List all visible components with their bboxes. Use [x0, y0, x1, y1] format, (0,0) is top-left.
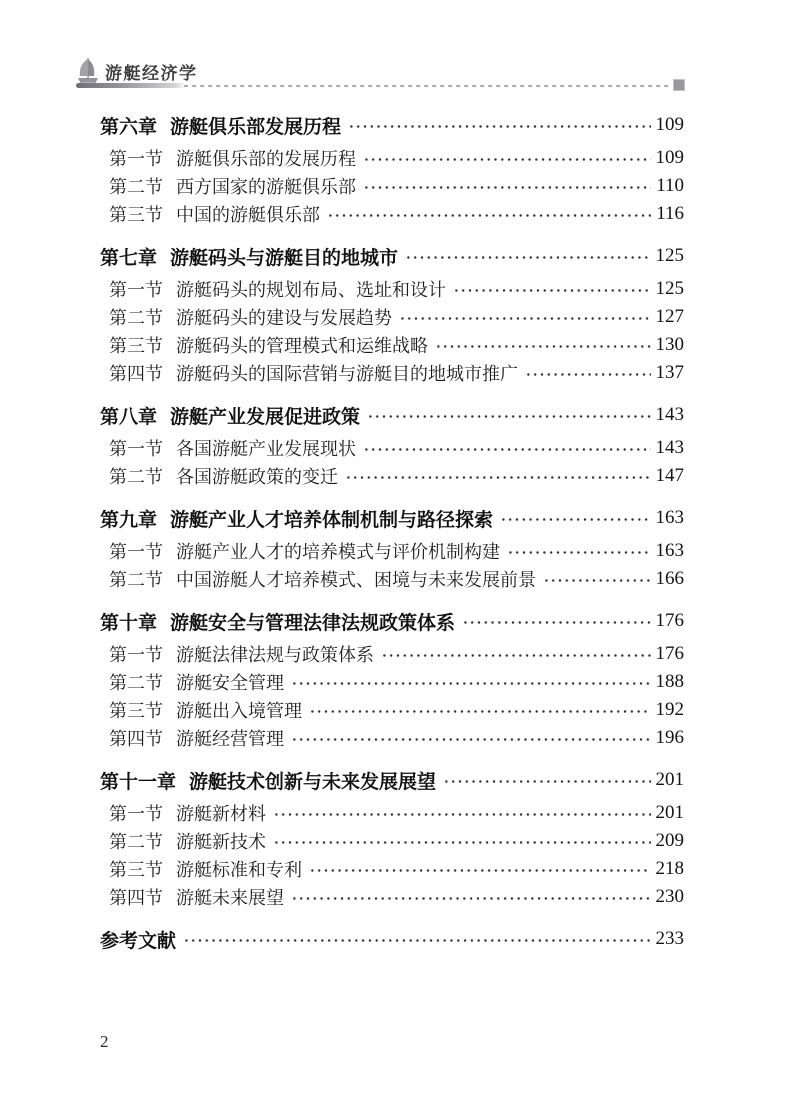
toc-section-row: [100, 724, 684, 752]
page-ref: 176: [655, 610, 684, 631]
page-ref: 163: [655, 507, 684, 528]
section-number: 第二节: [109, 177, 163, 197]
page-ref: 125: [655, 245, 684, 266]
page-ref: 233: [655, 928, 684, 949]
dot-leader: [291, 668, 651, 696]
dot-leader: [273, 827, 651, 855]
chapter-title: 游艇俱乐部发展历程: [170, 116, 342, 138]
chapter-number: 第六章: [100, 116, 158, 138]
section-number: 第二节: [109, 467, 163, 487]
section-title: 各国游艇产业发展现状: [176, 439, 356, 459]
section-title: 游艇码头的国际营销与游艇目的地城市推广: [176, 364, 518, 384]
dot-leader: [345, 462, 651, 490]
dot-leader: [363, 144, 651, 172]
page-ref: 201: [655, 769, 684, 790]
page-ref: 109: [655, 114, 684, 135]
section-number: 第四节: [109, 729, 163, 749]
page-ref: 196: [655, 727, 684, 748]
page-ref: 130: [655, 334, 684, 355]
section-title: 游艇出入境管理: [176, 701, 302, 721]
chapter-number: 第十章: [100, 612, 158, 634]
dot-leader: [348, 110, 650, 140]
section-title: 游艇码头的建设与发展趋势: [176, 308, 392, 328]
toc-section-row: [100, 434, 684, 462]
section-number: 第三节: [109, 336, 163, 356]
page-ref: 192: [655, 699, 684, 720]
page-ref: 125: [655, 278, 684, 299]
toc-section-row: [100, 640, 684, 668]
dot-leader: [453, 275, 651, 303]
section-number: 第一节: [109, 542, 163, 562]
section-number: 第二节: [109, 570, 163, 590]
page-ref: 230: [655, 886, 684, 907]
section-title: 游艇未来展望: [176, 888, 284, 908]
section-number: 第二节: [109, 832, 163, 852]
section-number: 第一节: [109, 280, 163, 300]
dot-leader: [363, 434, 651, 462]
toc-chapter-row: [100, 241, 684, 271]
page-ref: 188: [655, 671, 684, 692]
page-ref: 143: [655, 437, 684, 458]
section-number: 第二节: [109, 308, 163, 328]
page-ref: 147: [655, 465, 684, 486]
toc-section-row: [100, 855, 684, 883]
section-number: 第三节: [109, 860, 163, 880]
page-ref: 143: [655, 404, 684, 425]
dot-leader: [399, 303, 651, 331]
chapter-title: 游艇技术创新与未来发展展望: [189, 771, 437, 793]
dot-leader: [462, 606, 650, 636]
dot-leader: [443, 765, 650, 795]
section-title: 游艇新材料: [176, 804, 266, 824]
chapter-title: 游艇产业人才培养体制机制与路径探索: [170, 509, 494, 531]
chapter-number: 第十一章: [100, 771, 177, 793]
toc-section-row: [100, 144, 684, 172]
dot-leader: [500, 503, 650, 533]
page-ref: 176: [655, 643, 684, 664]
toc-section-row: [100, 172, 684, 200]
page-ref: 209: [655, 830, 684, 851]
page-ref: 137: [655, 362, 684, 383]
dot-leader: [507, 537, 651, 565]
chapter-number: 第七章: [100, 247, 158, 269]
dot-leader: [309, 855, 651, 883]
dot-leader: [183, 924, 650, 954]
toc-section-row: [100, 359, 684, 387]
chapter-number: 第八章: [100, 406, 158, 428]
section-title: 游艇法律法规与政策体系: [176, 645, 374, 665]
section-title: 游艇新技术: [176, 832, 266, 852]
header-underline-bar: [76, 83, 186, 88]
dot-leader: [435, 331, 651, 359]
page-ref: 201: [655, 802, 684, 823]
toc-chapter-row: [100, 110, 684, 140]
section-title: 游艇码头的规划布局、选址和设计: [176, 280, 446, 300]
page-ref: 116: [656, 203, 684, 224]
book-title: 游艇经济学: [105, 64, 198, 83]
dot-leader: [309, 696, 651, 724]
page-ref: 109: [655, 147, 684, 168]
section-title: 游艇码头的管理模式和运维战略: [176, 336, 428, 356]
section-title: 各国游艇政策的变迁: [176, 467, 338, 487]
section-number: 第三节: [109, 205, 163, 225]
chapter-title: 游艇安全与管理法律法规政策体系: [170, 612, 456, 634]
toc-chapter-row: [100, 924, 684, 954]
dot-leader: [381, 640, 651, 668]
page-ref: 163: [655, 540, 684, 561]
dot-leader: [291, 724, 651, 752]
toc-chapter-row: [100, 606, 684, 636]
section-number: 第一节: [109, 439, 163, 459]
section-title: 中国的游艇俱乐部: [176, 205, 320, 225]
toc-section-row: [100, 883, 684, 911]
toc-section-row: [100, 303, 684, 331]
section-title: 中国游艇人才培养模式、困境与未来发展前景: [176, 570, 536, 590]
section-title: 游艇俱乐部的发展历程: [176, 149, 356, 169]
toc-section-row: [100, 799, 684, 827]
toc-list: [100, 110, 684, 958]
section-title: 游艇经营管理: [176, 729, 284, 749]
header-dashed-rule: [184, 85, 670, 87]
section-number: 第四节: [109, 888, 163, 908]
toc-section-row: [100, 275, 684, 303]
section-number: 第一节: [109, 645, 163, 665]
section-number: 第二节: [109, 673, 163, 693]
section-title: 游艇安全管理: [176, 673, 284, 693]
toc-section-row: [100, 537, 684, 565]
section-number: 第一节: [109, 149, 163, 169]
toc-section-row: [100, 668, 684, 696]
dot-leader: [363, 172, 651, 200]
toc-section-row: [100, 200, 684, 228]
page-ref: 166: [655, 568, 684, 589]
toc-section-row: [100, 462, 684, 490]
chapter-number: 第九章: [100, 509, 158, 531]
dot-leader: [525, 359, 651, 387]
running-header: [76, 55, 684, 91]
toc-section-row: [100, 331, 684, 359]
dot-leader: [327, 200, 651, 228]
toc-chapter-row: [100, 503, 684, 533]
dot-leader: [291, 883, 651, 911]
chapter-title: 游艇码头与游艇目的地城市: [170, 247, 399, 269]
page-ref: 110: [656, 175, 684, 196]
dot-leader: [543, 565, 651, 593]
toc-section-row: [100, 565, 684, 593]
section-number: 第三节: [109, 701, 163, 721]
dot-leader: [273, 799, 651, 827]
toc-chapter-row: [100, 765, 684, 795]
page-ref: 218: [655, 858, 684, 879]
section-title: 西方国家的游艇俱乐部: [176, 177, 356, 197]
page-number: 2: [100, 1032, 109, 1051]
section-number: 第四节: [109, 364, 163, 384]
chapter-title: 游艇产业发展促进政策: [170, 406, 361, 428]
toc-chapter-row: [100, 400, 684, 430]
section-title: 游艇标准和专利: [176, 860, 302, 880]
dot-leader: [367, 400, 650, 430]
dot-leader: [405, 241, 650, 271]
header-end-square: [674, 80, 684, 90]
toc-section-row: [100, 696, 684, 724]
page-ref: 127: [655, 306, 684, 327]
chapter-title: 参考文献: [100, 930, 177, 952]
section-number: 第一节: [109, 804, 163, 824]
section-title: 游艇产业人才的培养模式与评价机制构建: [176, 542, 500, 562]
toc-section-row: [100, 827, 684, 855]
